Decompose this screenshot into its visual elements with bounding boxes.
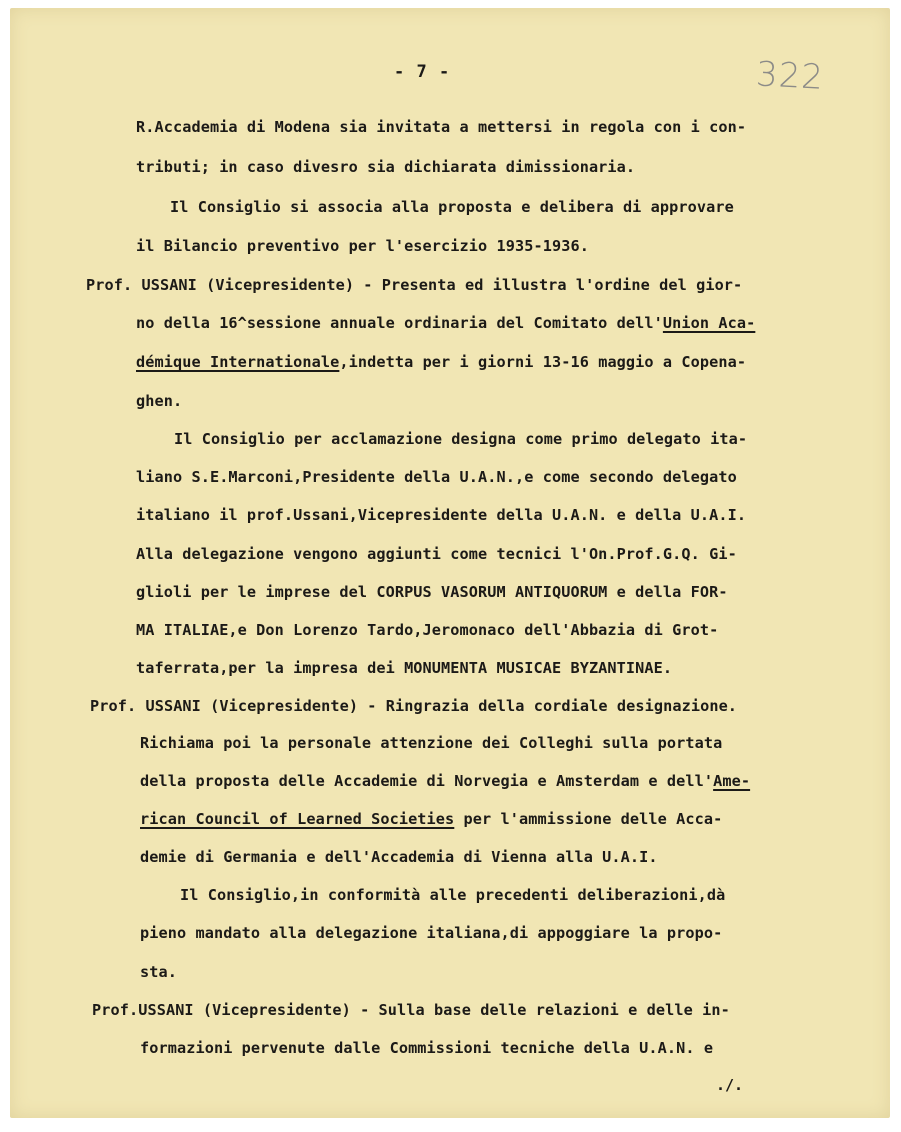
text-line: il Bilancio preventivo per l'esercizio 1935-1936. (136, 237, 589, 255)
underlined-text: Union Aca- (662, 314, 756, 332)
text-line: ghen. (136, 392, 183, 410)
text-segment: per l'ammissione delle Acca- (454, 810, 723, 828)
underlined-text: Ame- (713, 772, 751, 790)
text-line (136, 353, 746, 371)
underlined-text: démique Internationale (136, 353, 340, 371)
text-line: formazioni pervenute dalle Commissioni tecniche della U.A.N. e (140, 1039, 714, 1057)
continued-mark: ./. (716, 1076, 744, 1094)
text-line: Il Consiglio si associa alla proposta e delibera di approvare (170, 198, 734, 216)
text-line: Prof. USSANI (Vicepresidente) - Ringrazia della cordiale designazione. (90, 697, 738, 715)
text-line (140, 772, 750, 790)
text-line (140, 810, 722, 828)
text-line: tributi; in caso divesro sia dichiarata dimissionaria. (136, 158, 636, 176)
text-line (136, 314, 755, 332)
text-line: liano S.E.Marconi,Presidente della U.A.N.,e come secondo delegato (136, 468, 737, 486)
handwritten-folio-number: 322 (754, 54, 825, 98)
text-line: MA ITALIAE,e Don Lorenzo Tardo,Jeromonaco dell'Abbazia di Grot- (136, 621, 719, 639)
text-line: pieno mandato alla delegazione italiana,di appoggiare la propo- (140, 924, 723, 942)
text-segment: della proposta delle Accademie di Norvegia e Amsterdam e dell' (140, 772, 714, 790)
text-line: italiano il prof.Ussani,Vicepresidente della U.A.N. e della U.A.I. (136, 506, 747, 524)
text-segment: ,indetta per i giorni 13-16 maggio a Copena- (339, 353, 747, 371)
text-line: Il Consiglio per acclamazione designa come primo delegato ita- (174, 430, 748, 448)
typewritten-page (10, 8, 890, 1118)
text-line: Il Consiglio,in conformità alle precedenti deliberazioni,dà (180, 886, 726, 904)
page-number: - 7 - (394, 62, 451, 82)
underlined-text: rican Council of Learned Societies (140, 810, 455, 828)
text-line: Prof. USSANI (Vicepresidente) - Presenta ed illustra l'ordine del gior- (86, 276, 743, 294)
text-line: demie di Germania e dell'Accademia di Vienna alla U.A.I. (140, 848, 658, 866)
text-line: glioli per le imprese del CORPUS VASORUM ANTIQUORUM e della FOR- (136, 583, 728, 601)
text-line: Alla delegazione vengono aggiunti come tecnici l'On.Prof.G.Q. Gi- (136, 545, 737, 563)
text-line: Richiama poi la personale attenzione dei Colleghi sulla portata (140, 734, 723, 752)
text-line: R.Accademia di Modena sia invitata a mettersi in regola con i con- (136, 118, 747, 136)
text-line: taferrata,per la impresa dei MONUMENTA MUSICAE BYZANTINAE. (136, 659, 673, 677)
text-line: sta. (140, 963, 177, 981)
text-segment: no della 16^sessione annuale ordinaria del Comitato dell' (136, 314, 663, 332)
text-line: Prof.USSANI (Vicepresidente) - Sulla base delle relazioni e delle in- (92, 1001, 730, 1019)
